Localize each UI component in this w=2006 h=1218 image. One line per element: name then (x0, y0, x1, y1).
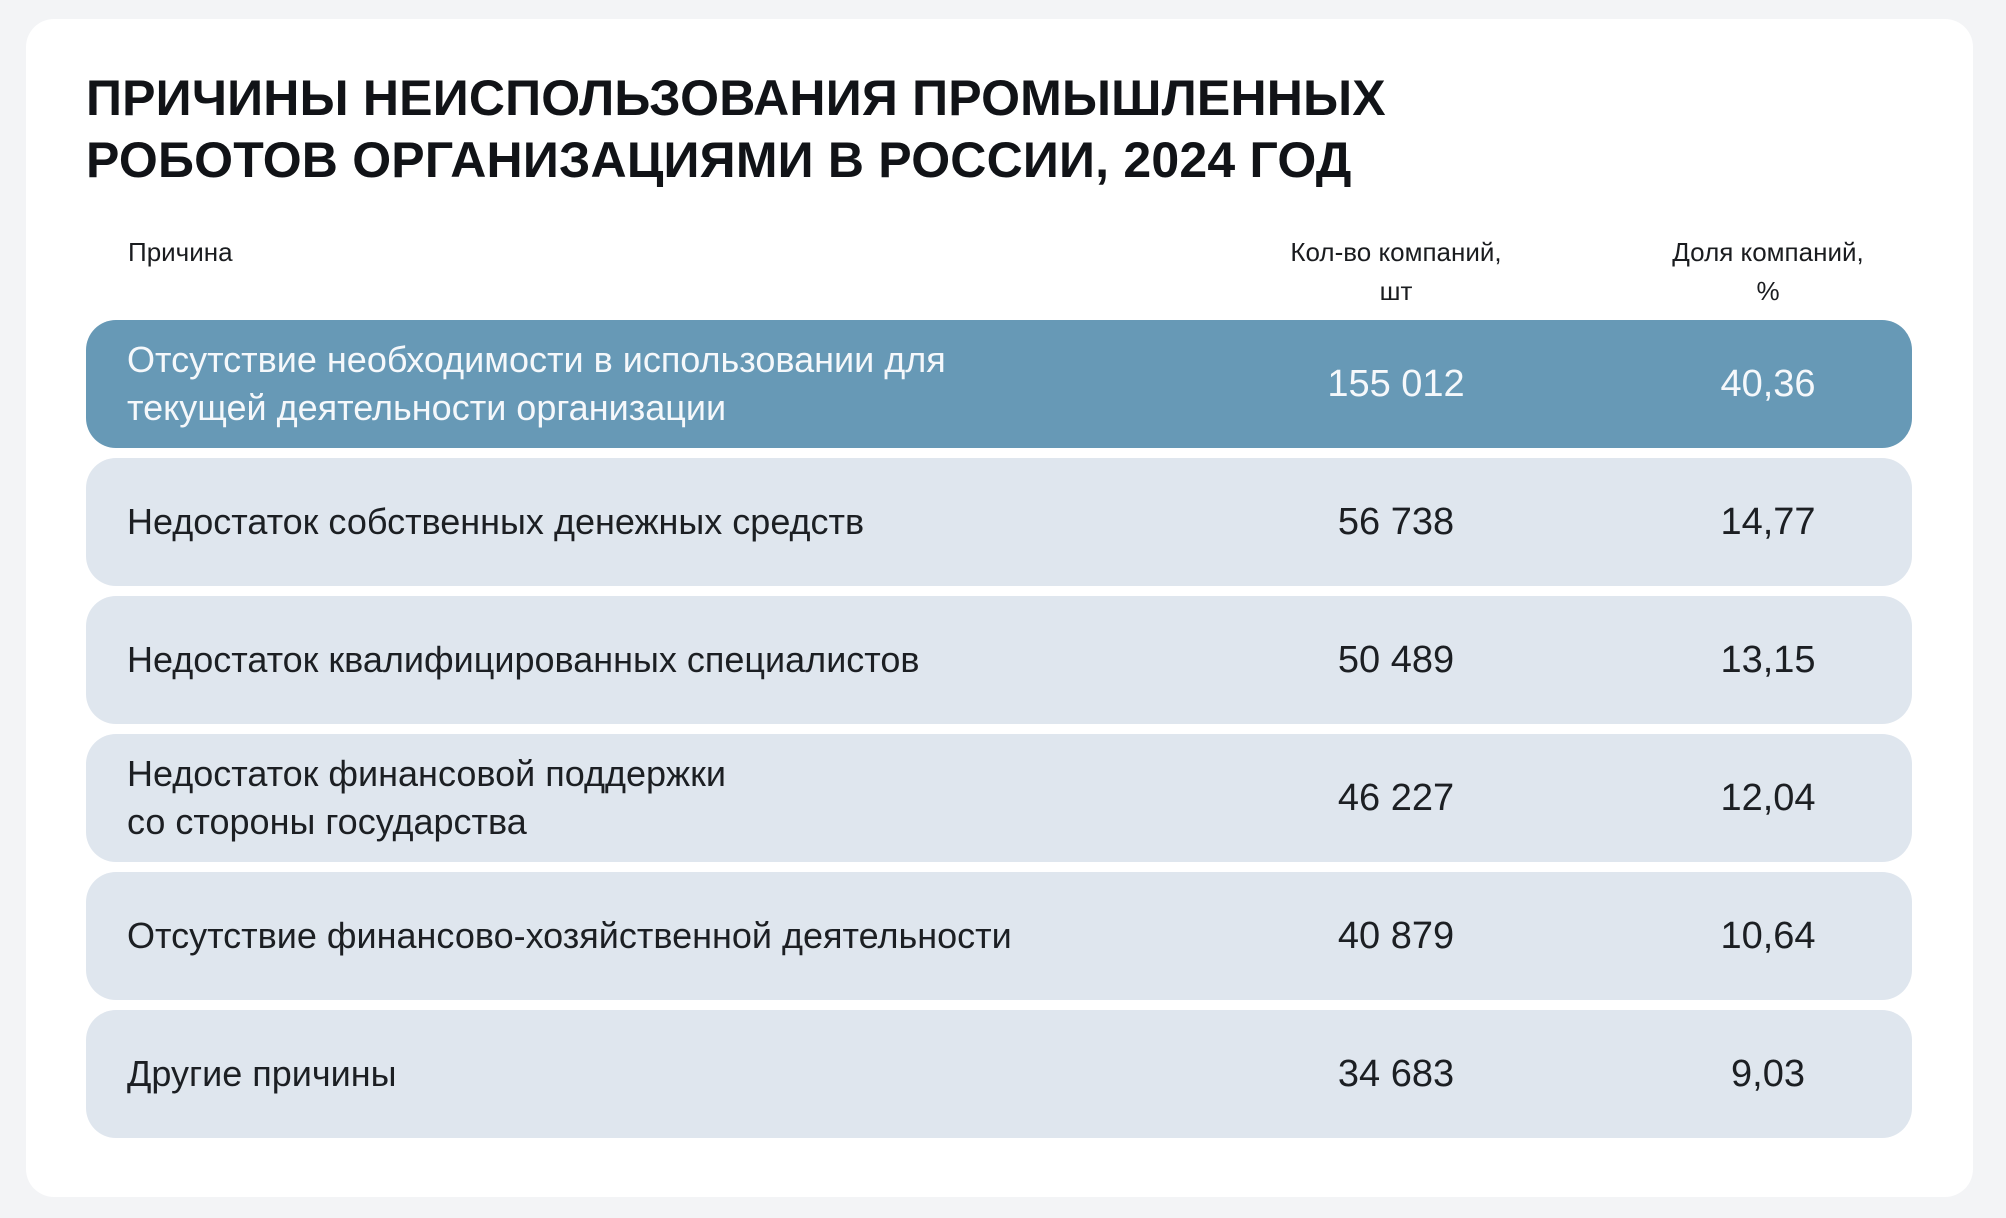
column-header-reason: Причина (128, 237, 233, 267)
count-cell: 155 012 (1327, 363, 1465, 405)
reason-cell (127, 320, 1127, 448)
table-row-highlighted (86, 320, 1912, 448)
column-header-count-line-1: Кол-во компаний, (1290, 237, 1502, 267)
count-cell: 46 227 (1337, 777, 1455, 819)
title-line-1: ПРИЧИНЫ НЕИСПОЛЬЗОВАНИЯ ПРОМЫШЛЕННЫХ (86, 70, 1386, 126)
count-cell: 40 879 (1337, 915, 1455, 957)
share-cell: 40,36 (1720, 363, 1816, 405)
reason-cell (127, 458, 1127, 586)
reason-cell (127, 872, 1127, 1000)
share-cell: 10,64 (1720, 915, 1816, 957)
reason-text-line-1: Недостаток финансовой поддержки (127, 753, 726, 794)
count-cell: 50 489 (1337, 639, 1455, 681)
share-cell: 9,03 (1731, 1053, 1805, 1095)
count-cell: 56 738 (1337, 501, 1455, 543)
reason-cell (127, 596, 1127, 724)
share-cell: 12,04 (1720, 777, 1816, 819)
table-row (86, 458, 1912, 586)
column-header-share (1518, 233, 2006, 311)
reason-text-line-1: Недостаток квалифицированных специалистов (127, 639, 920, 680)
table-row (86, 1010, 1912, 1138)
reason-text-line-1: Отсутствие необходимости в использовании для (127, 339, 946, 380)
column-header-share-line-1: Доля компаний, (1672, 237, 1864, 267)
column-header-count-line-2: шт (1379, 276, 1413, 306)
count-cell: 34 683 (1337, 1053, 1455, 1095)
reason-cell (127, 1010, 1127, 1138)
page-title (86, 67, 1486, 191)
reason-text-line-2: со стороны государства (127, 801, 527, 842)
table-row (86, 734, 1912, 862)
reason-cell (127, 734, 1127, 862)
reason-text-line-2: текущей деятельности организации (127, 387, 727, 428)
reason-text-line-1: Другие причины (127, 1053, 397, 1094)
title-line-2: РОБОТОВ ОРГАНИЗАЦИЯМИ В РОССИИ, 2024 ГОД (86, 132, 1352, 188)
table-row (86, 872, 1912, 1000)
share-cell: 14,77 (1720, 501, 1816, 543)
reason-text-line-1: Отсутствие финансово-хозяйственной деятельности (127, 915, 1012, 956)
share-cell: 13,15 (1720, 639, 1816, 681)
reason-text-line-1: Недостаток собственных денежных средств (127, 501, 865, 542)
table-card (26, 19, 1973, 1197)
table-row (86, 596, 1912, 724)
column-header-share-line-2: % (1756, 276, 1780, 306)
